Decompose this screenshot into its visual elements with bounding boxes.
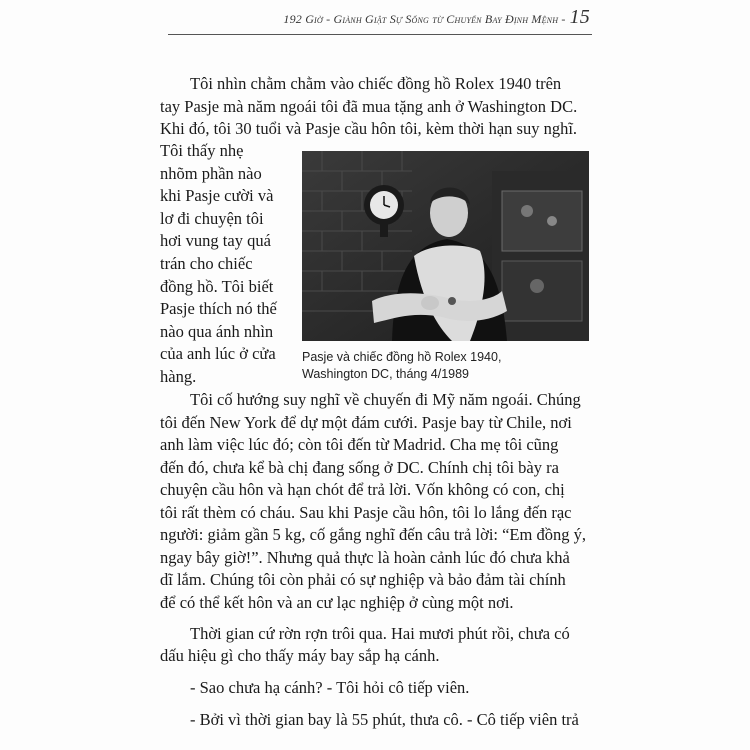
para2-line: người: giảm gần 5 kg, cố gắng nghĩ đến câu trả lời: “Em đồng ý, — [160, 525, 586, 544]
para2-line: đến đó, chưa kể bà chị đang sống ở DC. Chính chị tôi bày ra — [160, 458, 559, 477]
wrap-line: Pasje thích nó thế — [160, 299, 277, 319]
photo — [302, 151, 589, 341]
photo-caption — [302, 349, 592, 383]
header-rule — [168, 34, 592, 35]
para1-line: Tôi nhìn chằm chằm vào chiếc đồng hồ Rolex 1940 trên — [190, 74, 562, 93]
running-header — [283, 6, 590, 29]
wrap-line: Tôi thấy nhẹ — [160, 141, 244, 160]
para2-line: tôi đến New York để dự một đám cưới. Pasje bay từ Chile, nơi — [160, 413, 572, 432]
para1-line: tay Pasje mà năm ngoái tôi đã mua tặng anh ở Washington DC. — [160, 97, 578, 116]
para2-line: Tôi cố hướng suy nghĩ về chuyến đi Mỹ năm ngoái. Chúng — [190, 390, 581, 409]
wrap-line: khi Pasje cười và — [160, 186, 274, 206]
para2-line: anh làm việc lúc đó; còn tôi đến từ Madrid. Cha mẹ tôi cũng — [160, 435, 559, 454]
para1-line: Khi đó, tôi 30 tuổi và Pasje cầu hôn tôi, kèm thời hạn suy nghĩ. — [160, 119, 578, 138]
wrap-line: nhõm phần nào — [160, 163, 262, 183]
para2-line: để có thể kết hôn và an cư lạc nghiệp ở cùng một nơi. — [160, 593, 514, 612]
caption-line: Washington DC, tháng 4/1989 — [302, 367, 470, 381]
para3-line: dấu hiệu gì cho thấy máy bay sắp hạ cánh. — [160, 646, 440, 665]
wrap-line: đồng hồ. Tôi biết — [160, 276, 274, 296]
wrap-line: hơi vung tay quá — [160, 231, 271, 251]
para2-line: chuyện cầu hôn và hạn chót để trả lời. Vốn không có con, chị — [160, 480, 565, 499]
photo-illustration — [302, 151, 589, 341]
wrap-line: trán cho chiếc — [160, 253, 253, 273]
header-title: 192 Giờ - Giành Giật Sự Sống từ Chuyến Bay Định Mệnh - — [283, 12, 566, 26]
caption-line: Pasje và chiếc đồng hồ Rolex 1940, — [302, 350, 502, 364]
para2-line: ngay bây giờ!”. Nhưng quả thực là hoàn cảnh lúc đó chưa khả — [160, 548, 570, 567]
para3-line: Thời gian cứ rờn rợn trôi qua. Hai mươi phút rồi, chưa có — [190, 624, 570, 643]
dialogue-line: - Bởi vì thời gian bay là 55 phút, thưa cô. - Cô tiếp viên trả — [190, 710, 579, 729]
para2-line: tôi rất thèm có cháu. Sau khi Pasje cầu hôn, tôi lo lắng đến rạc — [160, 503, 572, 522]
wrap-line: của anh lúc ở cửa — [160, 344, 276, 364]
wrap-line: hàng. — [160, 366, 197, 386]
wrap-line: lơ đi chuyện tôi — [160, 208, 264, 228]
para2-line: dĩ lắm. Chúng tôi còn phải có sự nghiệp và bảo đảm tài chính — [160, 570, 566, 589]
dialogue-line: - Sao chưa hạ cánh? - Tôi hỏi cô tiếp viên. — [190, 678, 470, 697]
para1-wrap — [160, 140, 286, 389]
page-number: 15 — [569, 6, 590, 28]
wrap-line: nào qua ánh nhìn — [160, 321, 274, 341]
